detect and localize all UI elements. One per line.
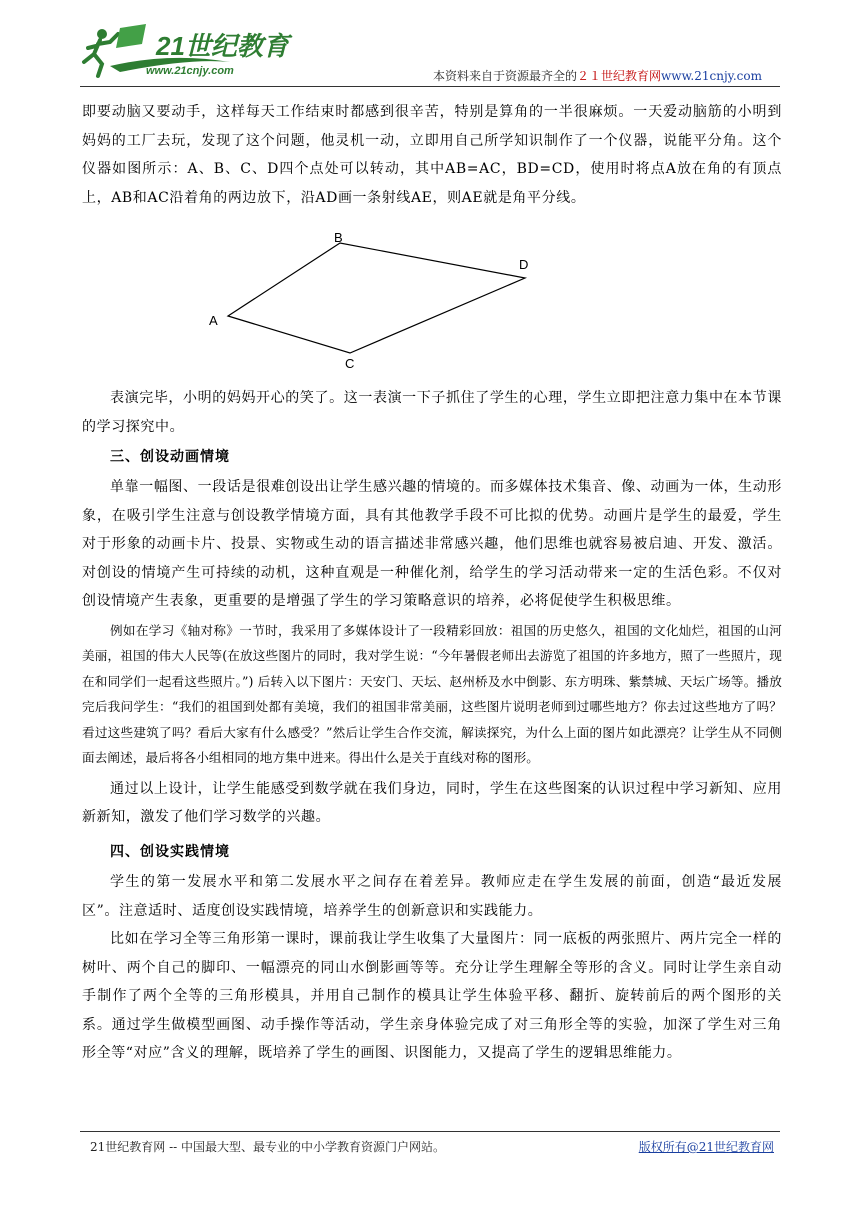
label-d: D (519, 257, 529, 272)
quadrilateral-figure (195, 228, 555, 373)
svg-text:www.21cnjy.com: www.21cnjy.com (146, 65, 234, 77)
tagline-url-link[interactable]: www.21cnjy.com (661, 69, 762, 83)
footer-text: 21世纪教育网 -- 中国最大型、最专业的中小学教育资源门户网站。 (90, 1140, 446, 1154)
header-tagline (433, 67, 762, 84)
section-3-heading: 三、创设动画情境 (110, 449, 230, 465)
tagline-prefix: 本资料来自于资源最齐全的 (433, 69, 578, 83)
section-4 (82, 838, 782, 1068)
paragraph-2 (82, 384, 782, 441)
page-header (80, 22, 780, 86)
paragraph-1-text: 即要动脑又要动手，这样每天工作结束时都感到很辛苦，特别是算角的一半很麻烦。一天爱动脑筋的小明到妈妈的工厂去玩，发现了这个问题，他灵机一动，立即用自己所学知识制作了一个仪器，说能平分角。这个仪器如图所示：A、B、C、D四个点处可以转动，其中AB=AC，BD=CD，使用时将点A放在角的有顶点上，AB和AC沿着角的两边放下，沿AD画一条射线AE，则AE就是角平分线。 (82, 104, 782, 206)
section-3 (82, 443, 782, 832)
tagline-site: ２１世纪教育网 (577, 69, 662, 83)
paragraph-5-text: 通过以上设计，让学生能感受到数学就在我们身边，同时，学生在这些图案的认识过程中学习新知、应用新新知，激发了他们学习数学的兴趣。 (82, 780, 782, 825)
label-b: B (334, 230, 343, 245)
paragraph-3-text: 单靠一幅图、一段话是很难创设出让学生感兴趣的情境的。而多媒体技术集音、像、动画为一体，生动形象，在吸引学生注意与创设教学情境方面，具有其他教学手段不可比拟的优势。动画片是学生的最爱，学生对于形象的动画卡片、投景、实物或生动的语言描述非常感兴趣，他们思维也就容易被启迪、开发、激活。对创设的情境产生可持续的动机，这种直观是一种催化剂，给学生的学习活动带来一定的生活色彩。不仅对创设情境产生表象，更重要的是增强了学生的学习策略意识的培养，必将促使学生积极思维。 (82, 479, 782, 609)
header-divider (80, 86, 780, 87)
footer-divider (80, 1131, 780, 1132)
label-a: A (209, 313, 218, 328)
label-c: C (345, 356, 355, 371)
kite-shape (228, 243, 525, 353)
paragraph-1 (82, 98, 782, 212)
site-logo (80, 22, 300, 82)
paragraph-6-text: 学生的第一发展水平和第二发展水平之间存在着差异。教师应走在学生发展的前面，创造“最近发展区”。注意适时、适度创设实践情境，培养学生的创新意识和实践能力。 (82, 874, 782, 919)
paragraph-4-text: 例如在学习《轴对称》一节时，我采用了多媒体设计了一段精彩回放：祖国的历史悠久，祖国的文化灿烂，祖国的山河美丽，祖国的伟大人民等(在放这些图片的同时，我对学生说：“今年暑假老师出去游览了祖国的许多地方，照了一些照片，现在和同学们一起看这些照片。”) 后转入以下图片：天安门、天坛、赵州桥及水中倒影、东方明珠、紫禁城、天坛广场等。播放完后我问学生：“我们的祖国到处都有美境，我们的祖国非常美丽，这些图片说明老师到过哪些地方？你去过这些地方了吗？看过这些建筑了吗？看后大家有什么感受？”然后让学生合作交流，解读探究，为什么上面的图片如此漂亮？让学生从不同侧面去阐述，最后将各小组相同的地方集中进来。得出什么是关于直线对称的图形。 (82, 622, 782, 765)
paragraph-7-text: 比如在学习全等三角形第一课时，课前我让学生收集了大量图片：同一底板的两张照片、两片完全一样的树叶、两个自己的脚印、一幅漂亮的同山水倒影画等等。充分让学生理解全等形的含义。同时让学生亲自动手制作了两个全等的三角形模具，并用自己制作的模具让学生体验平移、翻折、旋转前后的两个图形的关系。通过学生做模型画图、动手操作等活动，学生亲身体验完成了对三角形全等的实验，加深了学生对三角形全等“对应”含义的理解，既培养了学生的画图、识图能力，又提高了学生的逻辑思维能力。 (82, 931, 782, 1061)
svg-text:21世纪教育: 21世纪教育 (156, 31, 289, 61)
section-4-heading: 四、创设实践情境 (110, 844, 230, 860)
paragraph-2-text: 表演完毕，小明的妈妈开心的笑了。这一表演一下子抓住了学生的心理，学生立即把注意力集中在本节课的学习探究中。 (82, 390, 782, 435)
copyright-link[interactable]: 版权所有@21世纪教育网 (638, 1140, 774, 1154)
